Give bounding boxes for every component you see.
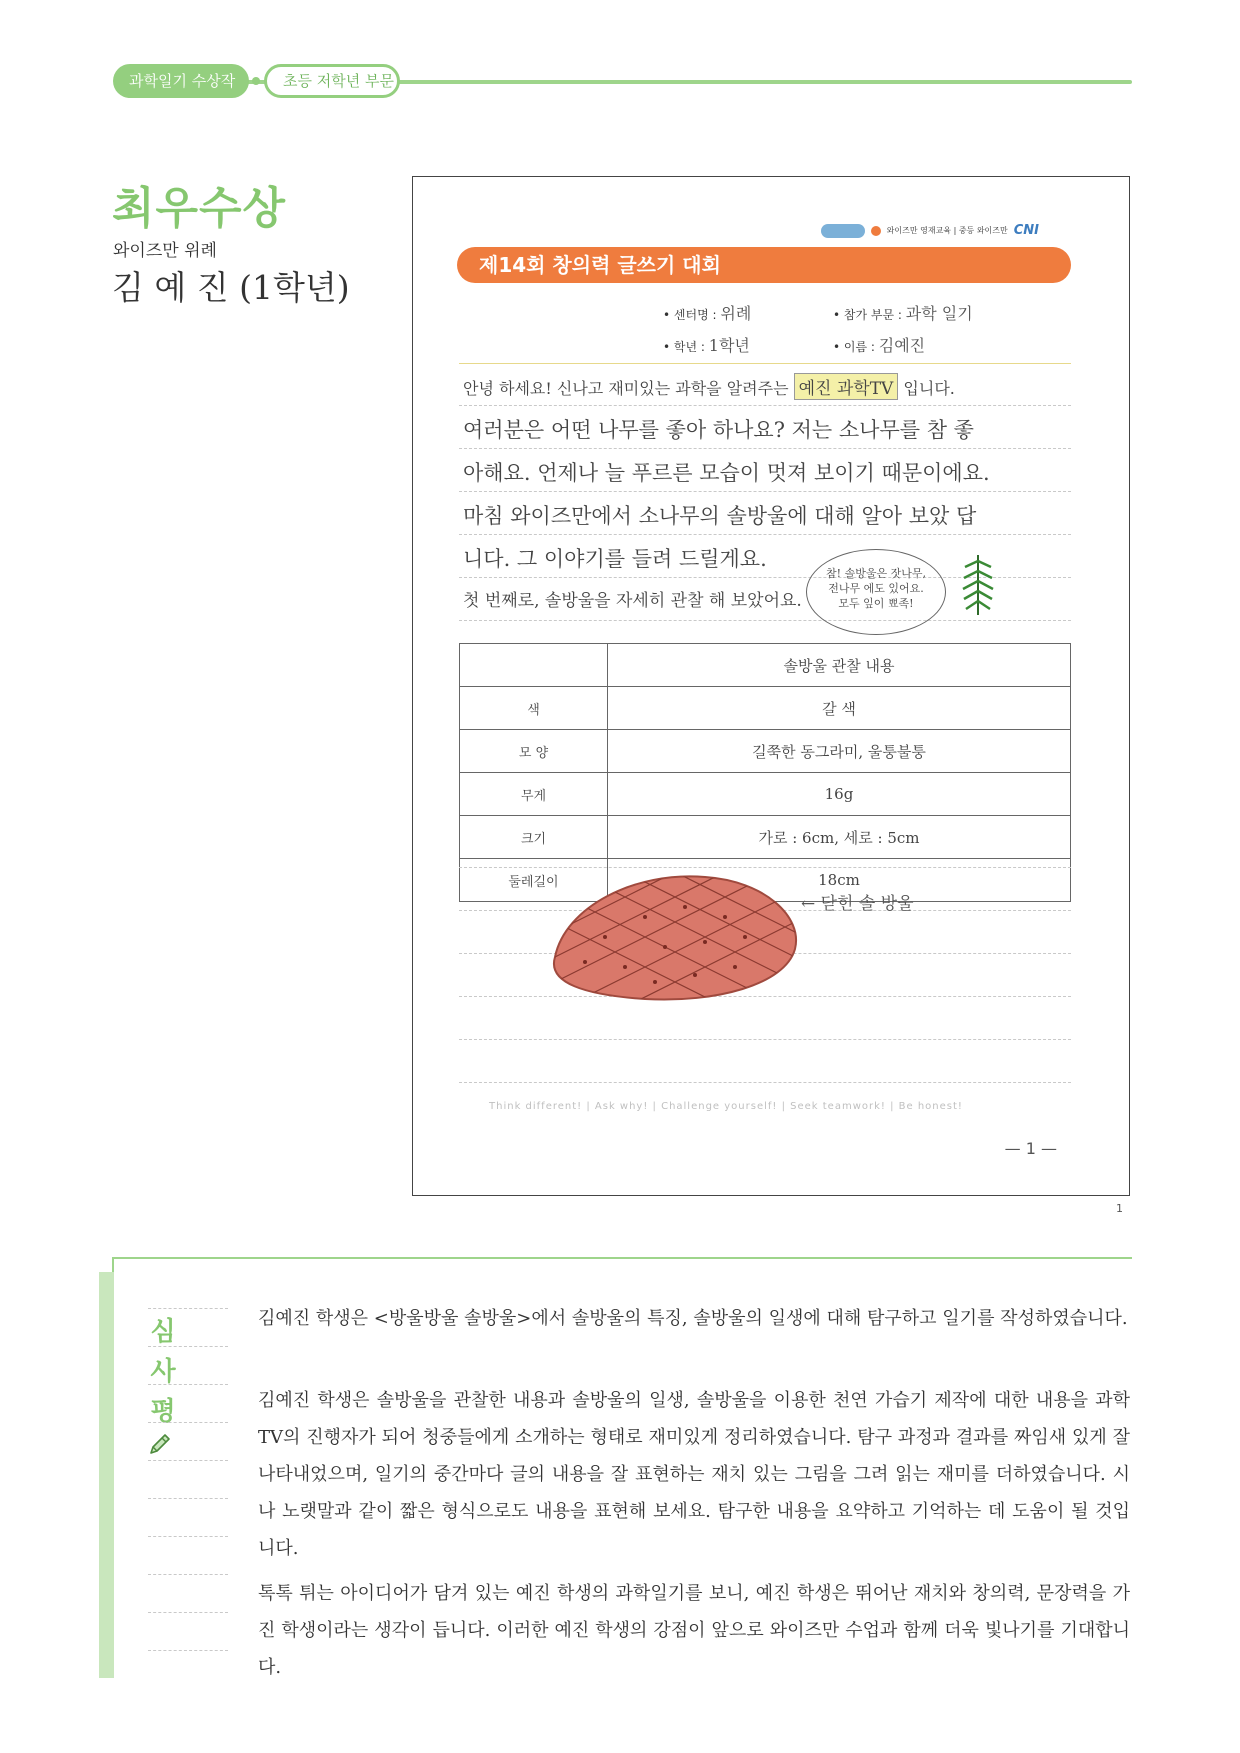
header-dot [252,77,260,85]
student-name: 김 예 진 (1학년) [112,268,350,307]
drawing-label: ← 닫힌 솔 방울 [801,894,914,914]
ruled-line [459,363,1071,364]
pinecone-drawing [545,867,805,1007]
school-name: 와이즈만 위례 [113,241,217,261]
separator [148,1574,228,1575]
table-row [460,644,1071,687]
review-rule [112,1257,1132,1259]
ruled-line [459,534,1071,535]
separator [148,1536,228,1537]
observation-table [459,643,1071,902]
review-paragraph: 김예진 학생은 솔방울을 관찰한 내용과 솔방울의 일생, 솔방울을 이용한 천연 가습기 제작에 대한 내용을 과학 TV의 진행자가 되어 청중들에게 소개하는 형태로 재미있게 정리하였습니다. 탐구 과정과 결과를 짜임새 있게 잘 나타내었으며, 일기의 중간마다 글의 내용을 잘 표현하는 재치 있는 그림을 그려 읽는 재미를 더하였습니다. 시나 노랫말과 같이 짧은 형식으로도 내용을 표현해 보세요. 탐구한 내용을 요약하고 기억하는 데 도움이 될 것입니다. [258,1390,1130,1559]
table-row: 둘레길이 18cm [460,859,1071,902]
diary-page-image [412,176,1130,1196]
motto: Think different! | Ask why! | Challenge yourself! | Seek teamwork! | Be honest! [489,1101,963,1112]
wiseman-circle-icon [871,226,881,236]
category-field: • 참가 부문 : 과학 일기 [833,304,973,323]
sponsor-logos [821,223,1039,238]
ruled-line [459,620,1071,621]
diary-line: 니다. 그 이야기를 들려 드릴게요. [463,547,767,571]
table-row: 무게 16g [460,773,1071,816]
category-badge: 과학일기 수상작 [113,64,249,98]
pencil-icon [148,1432,172,1456]
ruled-line [459,1082,1071,1083]
table-row: 색 갈 색 [460,687,1071,730]
review-sidebar [99,1272,114,1678]
review-paragraph: 톡톡 튀는 아이디어가 담겨 있는 예진 학생의 과학일기를 보니, 예진 학생은 뛰어난 재치와 창의력, 문장력을 가진 학생이라는 생각이 듭니다. 이러한 예진 학생의 강점이 앞으로 와이즈만 수업과 함께 더욱 빛나기를 기대합니다. [258,1583,1130,1678]
ruled-line [459,448,1071,449]
separator [148,1346,228,1347]
ruled-line [459,405,1071,406]
review-title: 심 사 평 [150,1317,176,1427]
diary-line: 마침 와이즈만에서 소나무의 솔방울에 대해 알아 보았 답 [463,504,977,528]
separator [148,1612,228,1613]
cni-logo: CNI [1013,223,1039,238]
name-field: • 이름 : 김예진 [833,336,926,355]
sponsor-text: 와이즈만 영재교육 | 중등 와이즈만 [886,226,1008,235]
separator [148,1460,228,1461]
separator [148,1650,228,1651]
figure-number: 1 [1116,1202,1123,1215]
diary-line: 아해요. 언제나 늘 푸르른 모습이 멋져 보이기 때문이에요. [463,461,990,485]
speech-bubble: 참! 솔방울은 잣나무, 전나무 에도 있어요. 모두 잎이 뾰족! [806,549,946,635]
table-header: 솔방울 관찰 내용 [608,644,1071,687]
review-paragraph: 김예진 학생은 <방울방울 솔방울>에서 솔방울의 특징, 솔방울의 일생에 대해 탐구하고 일기를 작성하였습니다. [258,1308,1128,1329]
grade-field: • 학년 : 1학년 [663,336,750,355]
separator [148,1308,228,1309]
pine-branch-icon [961,553,995,617]
table-row: 크기 가로 : 6cm, 세로 : 5cm [460,816,1071,859]
ruled-line [459,491,1071,492]
diary-line: 여러분은 어떤 나무를 좋아 하나요? 저는 소나무를 참 좋 [463,418,974,442]
contest-banner: 제14회 창의력 글쓰기 대회 [457,247,1071,283]
table-row: 모 양 길쭉한 동그라미, 울퉁불퉁 [460,730,1071,773]
ruled-line [459,1039,1071,1040]
center-field: • 센터명 : 위례 [663,304,752,323]
wiseman-logo-icon [821,224,865,238]
tv-label: 예진 과학TV [794,373,899,400]
diary-line: 안녕 하세요! 신나고 재미있는 과학을 알려주는 예진 과학TV 입니다. [463,373,955,400]
diary-line: 첫 번째로, 솔방울을 자세히 관찰 해 보았어요. [463,591,802,611]
separator [148,1498,228,1499]
diary-page-number: — 1 — [1004,1139,1057,1158]
separator [148,1384,228,1385]
division-badge: 초등 저학년 부문 [264,64,400,98]
award-title: 최우수상 [112,183,287,234]
separator [148,1422,228,1423]
